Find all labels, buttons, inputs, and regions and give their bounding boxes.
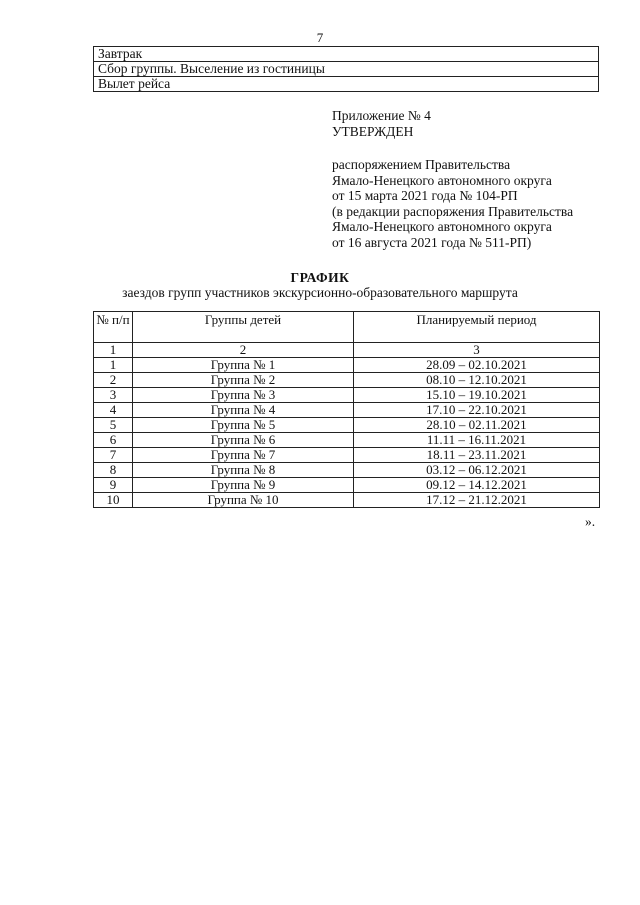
group-name: Группа № 4: [133, 403, 354, 418]
period: 17.12 – 21.12.2021: [354, 493, 600, 508]
column-number: 2: [133, 343, 354, 358]
table-row: [94, 463, 600, 478]
group-name: Группа № 5: [133, 418, 354, 433]
row-number: 4: [94, 403, 133, 418]
approval-line: (в редакции распоряжения Правительства: [332, 203, 574, 219]
period: 18.11 – 23.11.2021: [354, 448, 600, 463]
group-name: Группа № 7: [133, 448, 354, 463]
approved-label: УТВЕРЖДЕН: [332, 123, 414, 139]
group-name: Группа № 1: [133, 358, 354, 373]
table-cell: Сбор группы. Выселение из гостиницы: [94, 62, 599, 77]
approval-line: от 16 августа 2021 года № 511-РП): [332, 234, 532, 250]
page-number: 7: [316, 30, 324, 45]
table-row: [94, 433, 600, 448]
document-subtitle: заездов групп участников экскурсионно-образовательного маршрута: [122, 285, 518, 300]
approval-line: распоряжением Правительства: [332, 157, 511, 172]
row-number: 1: [94, 358, 133, 373]
row-number: 7: [94, 448, 133, 463]
row-number: 5: [94, 418, 133, 433]
approval-line: Ямало-Ненецкого автономного округа: [332, 172, 552, 188]
header-num: № п/п: [94, 312, 133, 343]
appendix-label: Приложение № 4: [332, 108, 431, 123]
period: 17.10 – 22.10.2021: [354, 403, 600, 418]
period: 28.10 – 02.11.2021: [354, 418, 600, 433]
period: 15.10 – 19.10.2021: [354, 388, 600, 403]
header-row: [94, 312, 600, 343]
table-cell: Завтрак: [94, 47, 599, 62]
closing-quote: ».: [585, 514, 596, 529]
header-group: Группы детей: [133, 312, 354, 343]
period: 08.10 – 12.10.2021: [354, 373, 600, 388]
approval-line: от 15 марта 2021 года № 104-РП: [332, 188, 518, 203]
row-number: 8: [94, 463, 133, 478]
table-row: [94, 77, 599, 92]
table-row: [94, 62, 599, 77]
row-number: 10: [94, 493, 133, 508]
schedule-table: [93, 311, 600, 508]
column-number-row: [94, 343, 600, 358]
group-name: Группа № 2: [133, 373, 354, 388]
table-row: [94, 448, 600, 463]
approval-line: Ямало-Ненецкого автономного округа: [332, 219, 552, 234]
table-row: [94, 388, 600, 403]
header-period: Планируемый период: [354, 312, 600, 343]
period: 03.12 – 06.12.2021: [354, 463, 600, 478]
period: 28.09 – 02.10.2021: [354, 358, 600, 373]
approval-block: [332, 108, 622, 250]
group-name: Группа № 6: [133, 433, 354, 448]
period: 11.11 – 16.11.2021: [354, 433, 600, 448]
program-table-fragment: [93, 46, 599, 92]
period: 09.12 – 14.12.2021: [354, 478, 600, 493]
group-name: Группа № 3: [133, 388, 354, 403]
row-number: 9: [94, 478, 133, 493]
table-row: [94, 358, 600, 373]
group-name: Группа № 9: [133, 478, 354, 493]
table-row: [94, 47, 599, 62]
column-number: 1: [94, 343, 133, 358]
row-number: 3: [94, 388, 133, 403]
table-row: [94, 373, 600, 388]
row-number: 2: [94, 373, 133, 388]
table-row: [94, 493, 600, 508]
column-number: 3: [354, 343, 600, 358]
group-name: Группа № 8: [133, 463, 354, 478]
table-cell: Вылет рейса: [94, 77, 599, 92]
group-name: Группа № 10: [133, 493, 354, 508]
table-row: [94, 403, 600, 418]
table-row: [94, 478, 600, 493]
table-row: [94, 418, 600, 433]
row-number: 6: [94, 433, 133, 448]
document-title: ГРАФИК: [290, 270, 350, 285]
